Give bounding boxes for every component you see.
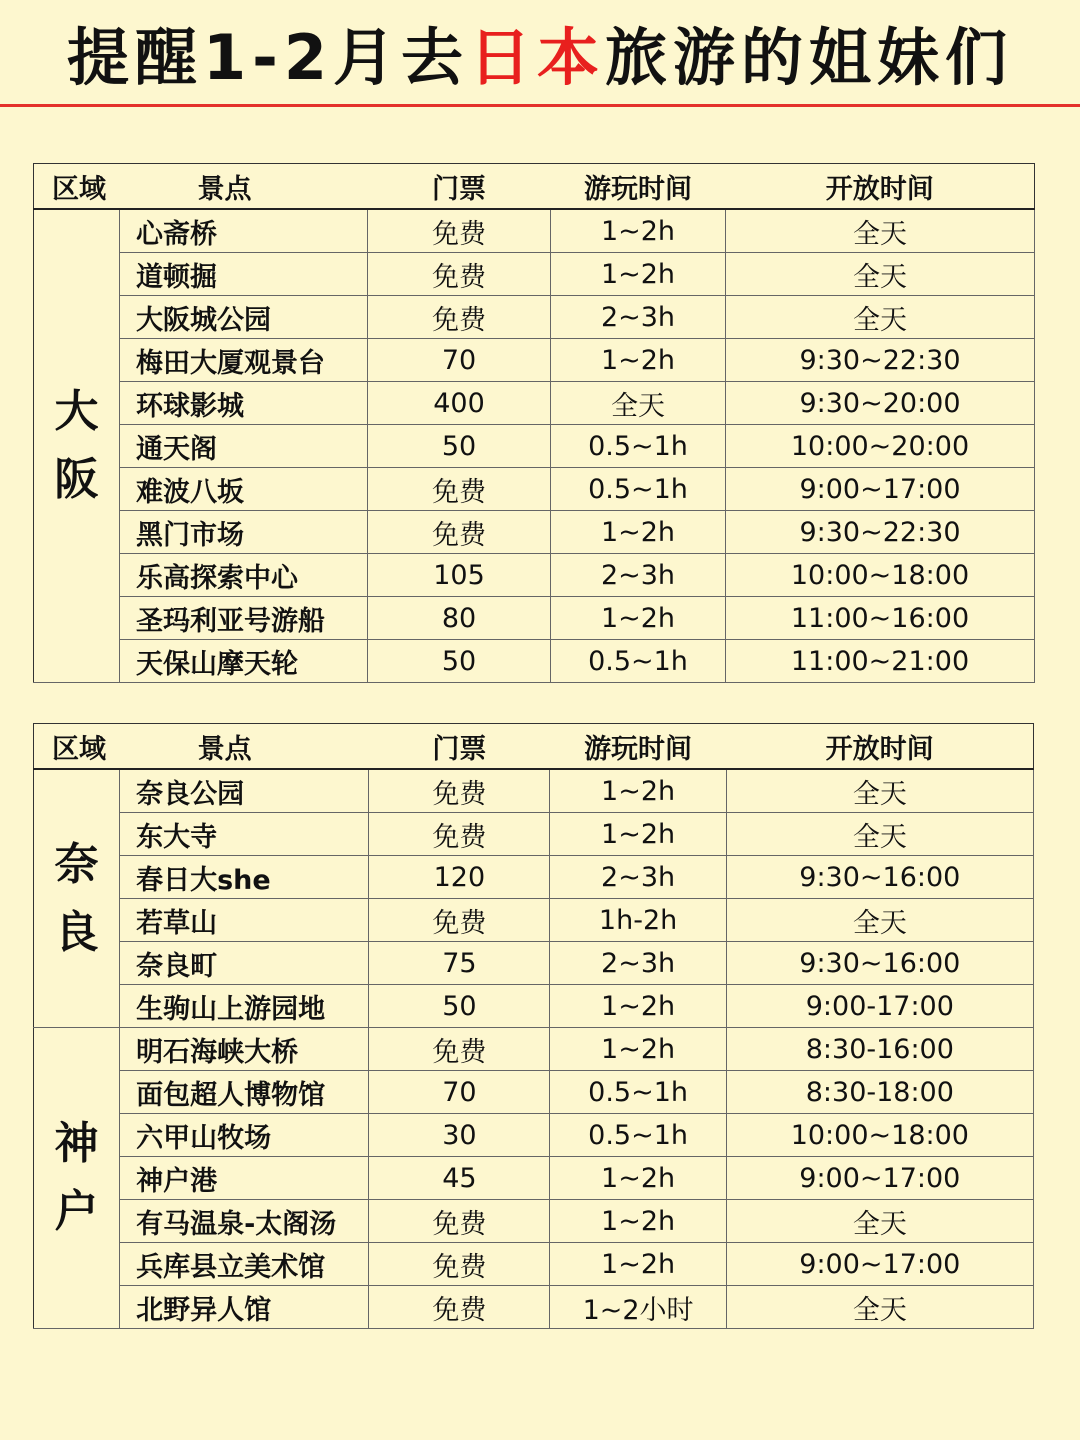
- table-row: [34, 1243, 1034, 1286]
- open-hours: 全天: [726, 813, 1033, 856]
- header-duration: 游玩时间: [550, 724, 726, 770]
- open-hours: 全天: [726, 253, 1035, 296]
- play-duration: 2~3h: [550, 856, 726, 899]
- table-row: [34, 209, 1035, 253]
- title-part2: 旅游的姐妹们: [605, 20, 1014, 94]
- table-row: [34, 253, 1035, 296]
- table-row: [34, 942, 1034, 985]
- header-hours: 开放时间: [726, 164, 1035, 210]
- ticket-price: 免费: [369, 1028, 550, 1071]
- spot-name: 梅田大厦观景台: [120, 339, 368, 382]
- table-row: [34, 1200, 1034, 1243]
- ticket-price: 70: [369, 1071, 550, 1114]
- header-ticket: 门票: [368, 164, 551, 210]
- header-region: 区域: [34, 724, 120, 770]
- open-hours: 全天: [726, 899, 1033, 942]
- ticket-price: 免费: [368, 253, 551, 296]
- play-duration: 1~2小时: [550, 1286, 726, 1329]
- play-duration: 1~2h: [550, 985, 726, 1028]
- spot-name: 乐高探索中心: [120, 554, 368, 597]
- play-duration: 1~2h: [551, 253, 726, 296]
- ticket-price: 45: [369, 1157, 550, 1200]
- ticket-price: 105: [368, 554, 551, 597]
- table-row: [34, 1114, 1034, 1157]
- table-row: [34, 425, 1035, 468]
- table-row: [34, 1157, 1034, 1200]
- title-highlight: 日本: [468, 20, 605, 94]
- spot-name: 大阪城公园: [120, 296, 368, 339]
- open-hours: 10:00~18:00: [726, 554, 1035, 597]
- region-text: 神户: [54, 1118, 99, 1237]
- play-duration: 0.5~1h: [551, 640, 726, 683]
- open-hours: 9:00~17:00: [726, 1243, 1033, 1286]
- ticket-price: 400: [368, 382, 551, 425]
- open-hours: 10:00~20:00: [726, 425, 1035, 468]
- table-row: [34, 640, 1035, 683]
- spot-name: 六甲山牧场: [120, 1114, 369, 1157]
- table-row: [34, 382, 1035, 425]
- region-label: [34, 769, 120, 1028]
- ticket-price: 75: [369, 942, 550, 985]
- ticket-price: 70: [368, 339, 551, 382]
- ticket-price: 50: [368, 640, 551, 683]
- table-row: [34, 296, 1035, 339]
- open-hours: 9:30~22:30: [726, 339, 1035, 382]
- region-label: [34, 209, 120, 683]
- play-duration: 1~2h: [551, 209, 726, 253]
- play-duration: 1~2h: [550, 1028, 726, 1071]
- nara-kobe-table: [33, 723, 1034, 1329]
- spot-name: 明石海峡大桥: [120, 1028, 369, 1071]
- ticket-price: 免费: [368, 468, 551, 511]
- open-hours: 9:00-17:00: [726, 985, 1033, 1028]
- table-row: [34, 985, 1034, 1028]
- spot-name: 面包超人博物馆: [120, 1071, 369, 1114]
- play-duration: 0.5~1h: [550, 1071, 726, 1114]
- spot-name: 若草山: [120, 899, 369, 942]
- page-title: [67, 8, 1013, 97]
- play-duration: 0.5~1h: [551, 425, 726, 468]
- ticket-price: 50: [368, 425, 551, 468]
- open-hours: 全天: [726, 1286, 1033, 1329]
- region-label: [34, 1028, 120, 1329]
- region-text: 奈良: [54, 838, 99, 958]
- play-duration: 1h-2h: [550, 899, 726, 942]
- open-hours: 8:30-18:00: [726, 1071, 1033, 1114]
- table-row: [34, 813, 1034, 856]
- spot-name: 圣玛利亚号游船: [120, 597, 368, 640]
- spot-name: 心斋桥: [120, 209, 368, 253]
- open-hours: 全天: [726, 769, 1033, 813]
- table-row: [34, 1071, 1034, 1114]
- ticket-price: 免费: [369, 813, 550, 856]
- spot-name: 天保山摩天轮: [120, 640, 368, 683]
- open-hours: 9:00~17:00: [726, 468, 1035, 511]
- table-row: [34, 1028, 1034, 1071]
- table-row: [34, 1286, 1034, 1329]
- spot-name: 难波八坂: [120, 468, 368, 511]
- ticket-price: 免费: [369, 1286, 550, 1329]
- ticket-price: 50: [369, 985, 550, 1028]
- ticket-price: 免费: [369, 1200, 550, 1243]
- spot-name: 北野异人馆: [120, 1286, 369, 1329]
- spot-name: 春日大she: [120, 856, 369, 899]
- play-duration: 0.5~1h: [550, 1114, 726, 1157]
- header-spot: 景点: [120, 164, 368, 210]
- play-duration: 1~2h: [550, 813, 726, 856]
- ticket-price: 免费: [369, 899, 550, 942]
- ticket-price: 免费: [369, 1243, 550, 1286]
- play-duration: 1~2h: [551, 597, 726, 640]
- ticket-price: 免费: [369, 769, 550, 813]
- spot-name: 东大寺: [120, 813, 369, 856]
- spot-name: 奈良町: [120, 942, 369, 985]
- spot-name: 道顿掘: [120, 253, 368, 296]
- open-hours: 全天: [726, 1200, 1033, 1243]
- play-duration: 1~2h: [551, 511, 726, 554]
- table-header-row: [34, 164, 1035, 210]
- title-bar: [0, 0, 1080, 107]
- spot-name: 神户港: [120, 1157, 369, 1200]
- header-region: 区域: [34, 164, 120, 210]
- open-hours: 全天: [726, 209, 1035, 253]
- table-row: [34, 856, 1034, 899]
- play-duration: 0.5~1h: [551, 468, 726, 511]
- ticket-price: 120: [369, 856, 550, 899]
- open-hours: 9:30~20:00: [726, 382, 1035, 425]
- table-row: [34, 554, 1035, 597]
- ticket-price: 免费: [368, 511, 551, 554]
- open-hours: 8:30-16:00: [726, 1028, 1033, 1071]
- table-row: [34, 339, 1035, 382]
- spot-name: 生驹山上游园地: [120, 985, 369, 1028]
- play-duration: 1~2h: [550, 769, 726, 813]
- spot-name: 环球影城: [120, 382, 368, 425]
- title-part1: 提醒1-2月去: [66, 20, 469, 94]
- ticket-price: 免费: [368, 209, 551, 253]
- region-text: 大阪: [54, 386, 99, 505]
- header-ticket: 门票: [369, 724, 550, 770]
- play-duration: 2~3h: [551, 554, 726, 597]
- ticket-price: 80: [368, 597, 551, 640]
- play-duration: 2~3h: [551, 296, 726, 339]
- spot-name: 黑门市场: [120, 511, 368, 554]
- play-duration: 1~2h: [550, 1243, 726, 1286]
- open-hours: 11:00~21:00: [726, 640, 1035, 683]
- table-row: [34, 899, 1034, 942]
- open-hours: 9:00~17:00: [726, 1157, 1033, 1200]
- open-hours: 全天: [726, 296, 1035, 339]
- ticket-price: 免费: [368, 296, 551, 339]
- play-duration: 2~3h: [550, 942, 726, 985]
- table-row: [34, 468, 1035, 511]
- table-header-row: [34, 724, 1034, 770]
- ticket-price: 30: [369, 1114, 550, 1157]
- play-duration: 1~2h: [551, 339, 726, 382]
- spot-name: 通天阁: [120, 425, 368, 468]
- header-hours: 开放时间: [726, 724, 1033, 770]
- spot-name: 奈良公园: [120, 769, 369, 813]
- open-hours: 9:30~16:00: [726, 856, 1033, 899]
- table-row: [34, 597, 1035, 640]
- open-hours: 11:00~16:00: [726, 597, 1035, 640]
- header-duration: 游玩时间: [551, 164, 726, 210]
- spot-name: 有马温泉-太阁汤: [120, 1200, 369, 1243]
- play-duration: 1~2h: [550, 1200, 726, 1243]
- header-spot: 景点: [120, 724, 369, 770]
- play-duration: 1~2h: [550, 1157, 726, 1200]
- spot-name: 兵库县立美术馆: [120, 1243, 369, 1286]
- table-row: [34, 511, 1035, 554]
- play-duration: 全天: [551, 382, 726, 425]
- open-hours: 10:00~18:00: [726, 1114, 1033, 1157]
- table-row: [34, 769, 1034, 813]
- open-hours: 9:30~22:30: [726, 511, 1035, 554]
- osaka-table: [33, 163, 1035, 683]
- open-hours: 9:30~16:00: [726, 942, 1033, 985]
